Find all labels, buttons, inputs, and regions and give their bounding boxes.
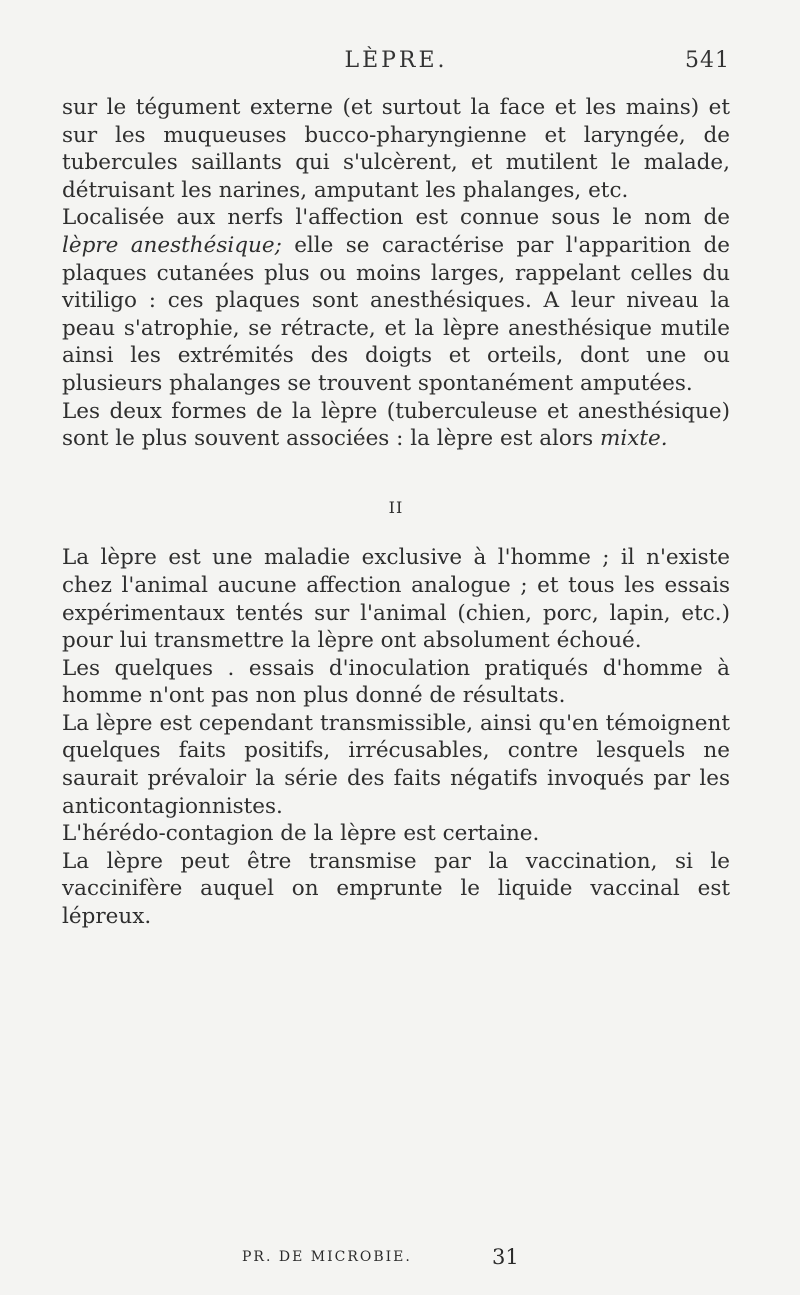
printer-signature: PR. DE MICROBIE.: [242, 1249, 412, 1265]
paragraph-text: Localisée aux nerfs l'affection est connue sous le nom de: [62, 205, 730, 231]
paragraph: L'hérédo-contagion de la lèpre est certaine.: [62, 821, 540, 847]
running-title: LÈPRE.: [344, 48, 448, 73]
italic-term: lèpre anesthésique;: [62, 232, 282, 258]
paragraph: La lèpre est une maladie exclusive à l'homme ; il n'existe chez l'animal aucune affection analogue ; et tous les essais expérimentaux tentés sur l'animal (chien, porc, lapin, etc.) pour lui transmettre la lèpre ont absolument échoué.: [62, 545, 730, 654]
page-footer: [62, 1245, 730, 1273]
paragraph-text: elle se caractérise par l'apparition de plaques cutanées plus ou moins larges, rappelant celles du vitiligo : ces plaques sont anesthésiques. A leur niveau la peau s'atrophie, se rétracte, et la lèpre anesthésique mutile ainsi les extrémités des doigts et orteils, dont une ou plusieurs phalanges se trouvent spontanément amputées.: [62, 232, 730, 396]
body-text: [62, 94, 730, 931]
page-number: 541: [685, 48, 730, 73]
paragraph: La lèpre est cependant transmissible, ainsi qu'en témoignent quelques faits positifs, irrécusables, contre lesquels ne saurait prévaloir la série des faits négatifs invoqués par les anticontagionnistes.: [62, 710, 730, 819]
paragraph: La lèpre peut être transmise par la vaccination, si le vaccinifère auquel on emprunte le liquide vaccinal est lépreux.: [62, 848, 730, 930]
paragraph: Les quelques . essais d'inoculation pratiqués d'homme à homme n'ont pas non plus donné de résultats.: [62, 655, 730, 709]
page-header: [62, 48, 730, 78]
paragraph: [62, 398, 730, 453]
paragraph: sur le tégument externe (et surtout la face et les mains) et sur les muqueuses bucco-pharyngienne et laryngée, de tubercules saillants qui s'ulcèrent, et mutilent le malade, détruisant les narines, amputant les phalanges, etc.: [62, 95, 730, 203]
paragraph: [62, 204, 730, 397]
section-number: II: [388, 497, 404, 517]
sheet-number: 31: [492, 1245, 519, 1269]
paragraph-text: Les deux formes de la lèpre (tuberculeuse et anesthésique) sont le plus souvent associées : la lèpre est alors: [62, 398, 730, 452]
italic-term: mixte.: [599, 426, 668, 452]
